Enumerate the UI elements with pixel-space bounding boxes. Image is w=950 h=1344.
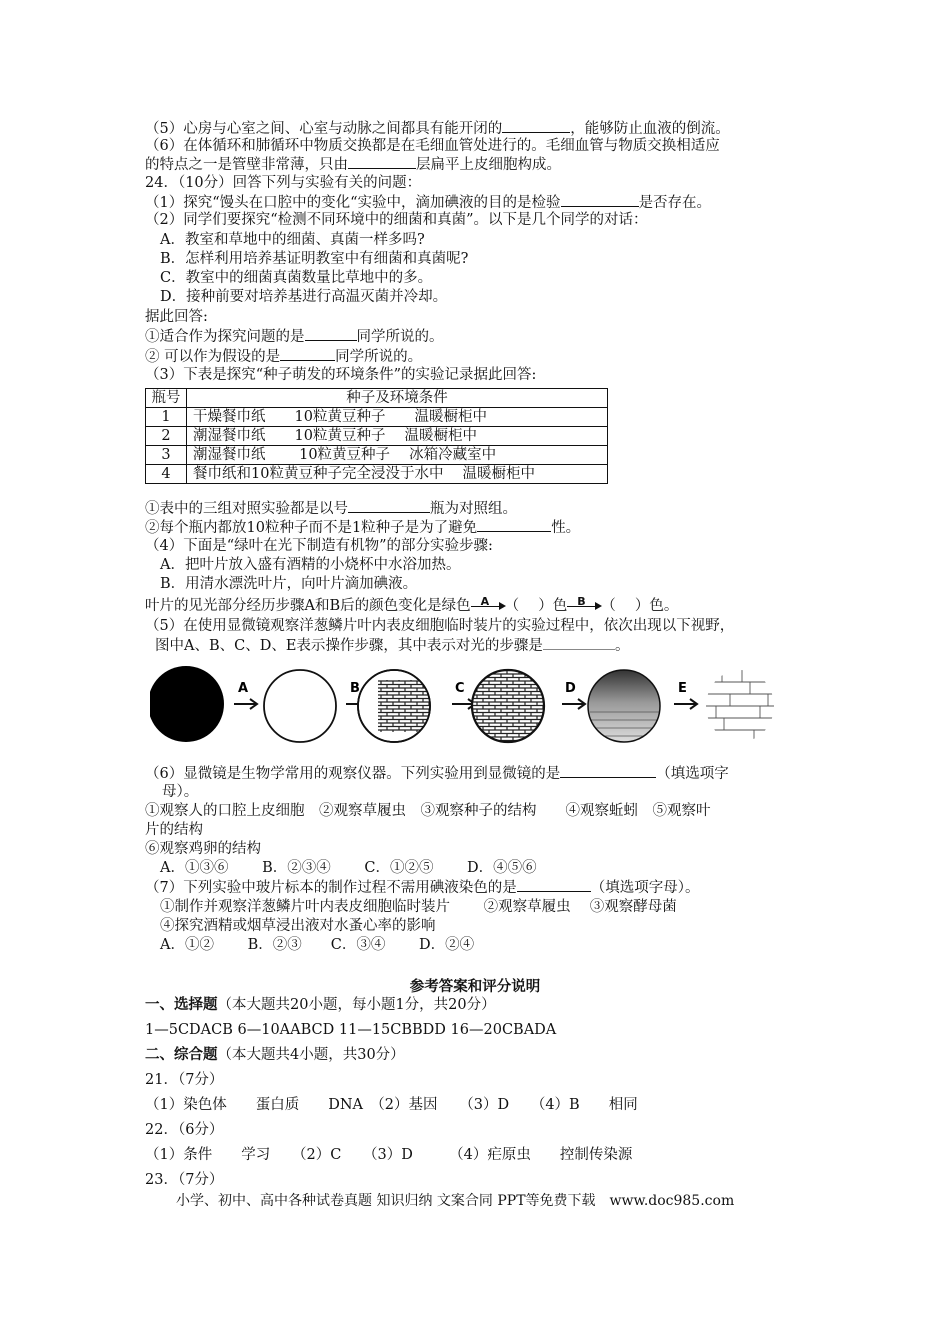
q24-part6b: 母）。 [162, 784, 199, 800]
q24-2-1: ①适合作为探究问题的是 同学所说的。 [145, 329, 444, 345]
answer-blank[interactable] [348, 499, 430, 513]
answer-blank[interactable] [305, 327, 357, 341]
answer-lead: 据此回答: [145, 309, 208, 325]
q24-6-options: A．①③⑥ B．②③④ C．①②⑤ D．④⑤⑥ [160, 860, 537, 876]
q24-7-items1: ①制作并观察洋葱鳞片叶内表皮细胞临时装片 ②观察草履虫 ③观察酵母菌 [160, 899, 677, 915]
q24-part5b: 图中A、B、C、D、E表示操作步骤，其中表示对光的步骤是 。 [155, 638, 630, 654]
q24-title: 24．（10分）回答下列与实验有关的问题： [145, 175, 422, 191]
view-bright [264, 670, 336, 742]
answers-sec2: 二、综合题（本大题共4小题，共30分） [145, 1046, 405, 1063]
step-b: B．用清水漂洗叶片，向叶片滴加碘液。 [160, 576, 418, 592]
answer-blank[interactable] [502, 119, 570, 133]
q24-part3: （3）下表是探究“种子萌发的环境条件”的实验记录据此回答: [145, 367, 537, 383]
table-header-row [146, 389, 608, 408]
q24-part6: （6）显微镜是生物学常用的观察仪器。下列实验用到显微镜的是 （填选项字 [145, 766, 729, 782]
dialog-d: D．接种前要对培养基进行高温灭菌并冷却。 [160, 289, 448, 305]
answer-blank[interactable] [280, 347, 335, 361]
table-cell: 干燥餐巾纸 10粒黄豆种子 温暖橱柜中 [187, 408, 608, 427]
table-cell: 2 [146, 427, 187, 446]
table-row [146, 427, 608, 446]
view-dark [150, 666, 224, 742]
q24-3-2: ②每个瓶内都放10粒种子而不是1粒种子是为了避免 性。 [145, 520, 581, 536]
answer-21: 21．（7分） [145, 1072, 224, 1088]
q23-line6a: （6）在体循环和肺循环中物质交换都是在毛细血管处进行的。毛细血管与物质交换相适应 [145, 138, 720, 154]
arrow-b-icon: B [567, 597, 601, 615]
table-row [146, 408, 608, 427]
table-cell: 餐巾纸和10粒黄豆种子完全浸没于水中 温暖橱柜中 [187, 465, 608, 484]
experiment-table [145, 388, 608, 484]
q24-4-question: 叶片的见光部分经历步骤A和B后的颜色变化是绿色 A （ ）色 B （ ）色。 [145, 595, 679, 614]
q24-part2: （2）同学们要探究“检测不同环境中的细菌和真菌”。以下是几个同学的对话： [145, 212, 648, 228]
answer-23: 23．（7分） [145, 1172, 224, 1188]
table-row [146, 446, 608, 465]
step-label: A [238, 681, 249, 696]
q23-line5: （5）心房与心室之间、心室与动脉之间都具有能开闭的 ，能够防止血液的倒流。 [145, 121, 730, 137]
table-row [146, 465, 608, 484]
q24-part5a: （5）在使用显微镜观察洋葱鳞片叶内表皮细胞临时装片的实验过程中，依次出现以下视野， [145, 618, 735, 634]
answer-blank[interactable] [561, 193, 639, 207]
q24-6-items1: ①观察人的口腔上皮细胞 ②观察草履虫 ③观察种子的结构 ④观察蚯蚓 ⑤观察叶 [145, 803, 711, 819]
answer-22: 22．（6分） [145, 1122, 224, 1138]
arrow-icon [234, 699, 257, 709]
q24-3-1: ①表中的三组对照实验都是以号 瓶为对照组。 [145, 501, 517, 517]
answer-blank[interactable] [477, 518, 551, 532]
microscope-steps-figure [150, 660, 790, 760]
answer-blank[interactable] [517, 878, 591, 892]
arrow-a-icon: A [471, 597, 505, 615]
step-label: D [565, 681, 576, 696]
table-header: 种子及环境条件 [187, 389, 608, 408]
answer-21-content: （1）染色体 蛋白质 DNA （2）基因 （3）D （4）B 相同 [145, 1097, 638, 1113]
arrow-icon [674, 699, 697, 709]
q24-part7: （7）下列实验中玻片标本的制作过程不需用碘液染色的是 （填选项字母）。 [145, 880, 700, 896]
step-label: B [350, 681, 360, 696]
answers-sec1-list: 1—5CDACB 6—10AABCD 11—15CBBDD 16—20CBADA [145, 1022, 557, 1038]
answers-title: 参考答案和评分说明 [409, 978, 541, 995]
q24-7-options: A．①② B．②③ C．③④ D．②④ [160, 937, 475, 953]
table-cell: 1 [146, 408, 187, 427]
dialog-c: C．教室中的细菌真菌数量比草地中的多。 [160, 270, 433, 286]
answer-blank[interactable] [543, 636, 615, 650]
table-cell: 4 [146, 465, 187, 484]
step-a: A．把叶片放入盛有酒精的小烧杯中水浴加热。 [160, 557, 461, 573]
step-label: E [678, 681, 687, 696]
table-cell: 潮湿餐巾纸 10粒黄豆种子 冰箱冷藏室中 [187, 446, 608, 465]
dialog-b: B．怎样利用培养基证明教室中有细菌和真菌呢? [160, 251, 469, 267]
arrow-icon [562, 699, 585, 709]
table-header: 瓶号 [146, 389, 187, 408]
answer-blank[interactable] [560, 764, 656, 778]
view-clear-cells [704, 670, 776, 742]
q24-6-items3: ⑥观察鸡卵的结构 [145, 841, 261, 857]
answer-blank[interactable] [348, 155, 416, 169]
page-footer: 小学、初中、高中各种试卷真题 知识归纳 文案合同 PPT等免费下载 www.doc985.com [176, 1193, 735, 1209]
q24-2-2: ② 可以作为假设的是 同学所说的。 [145, 349, 423, 365]
q24-part1: （1）探究“馒头在口腔中的变化“实验中，滴加碘液的目的是检验 是否存在。 [145, 195, 712, 211]
q23-line6b: 的特点之一是管壁非常薄，只由 层扁平上皮细胞构成。 [145, 157, 561, 173]
answers-sec1: 一、选择题（本大题共20小题，每小题1分，共20分） [145, 996, 496, 1013]
q24-7-items2: ④探究酒精或烟草浸出液对水蚤心率的影响 [160, 918, 436, 934]
step-label: C [455, 681, 465, 696]
dialog-a: A．教室和草地中的细菌、真菌一样多吗? [160, 232, 425, 248]
q24-6-items2: 片的结构 [145, 822, 203, 838]
table-cell: 潮湿餐巾纸 10粒黄豆种子 温暖橱柜中 [187, 427, 608, 446]
table-cell: 3 [146, 446, 187, 465]
answer-22-content: （1）条件 学习 （2）C （3）D （4）疟原虫 控制传染源 [145, 1147, 633, 1163]
q24-part4: （4）下面是“绿叶在光下制造有机物”的部分实验步骤: [145, 538, 493, 554]
